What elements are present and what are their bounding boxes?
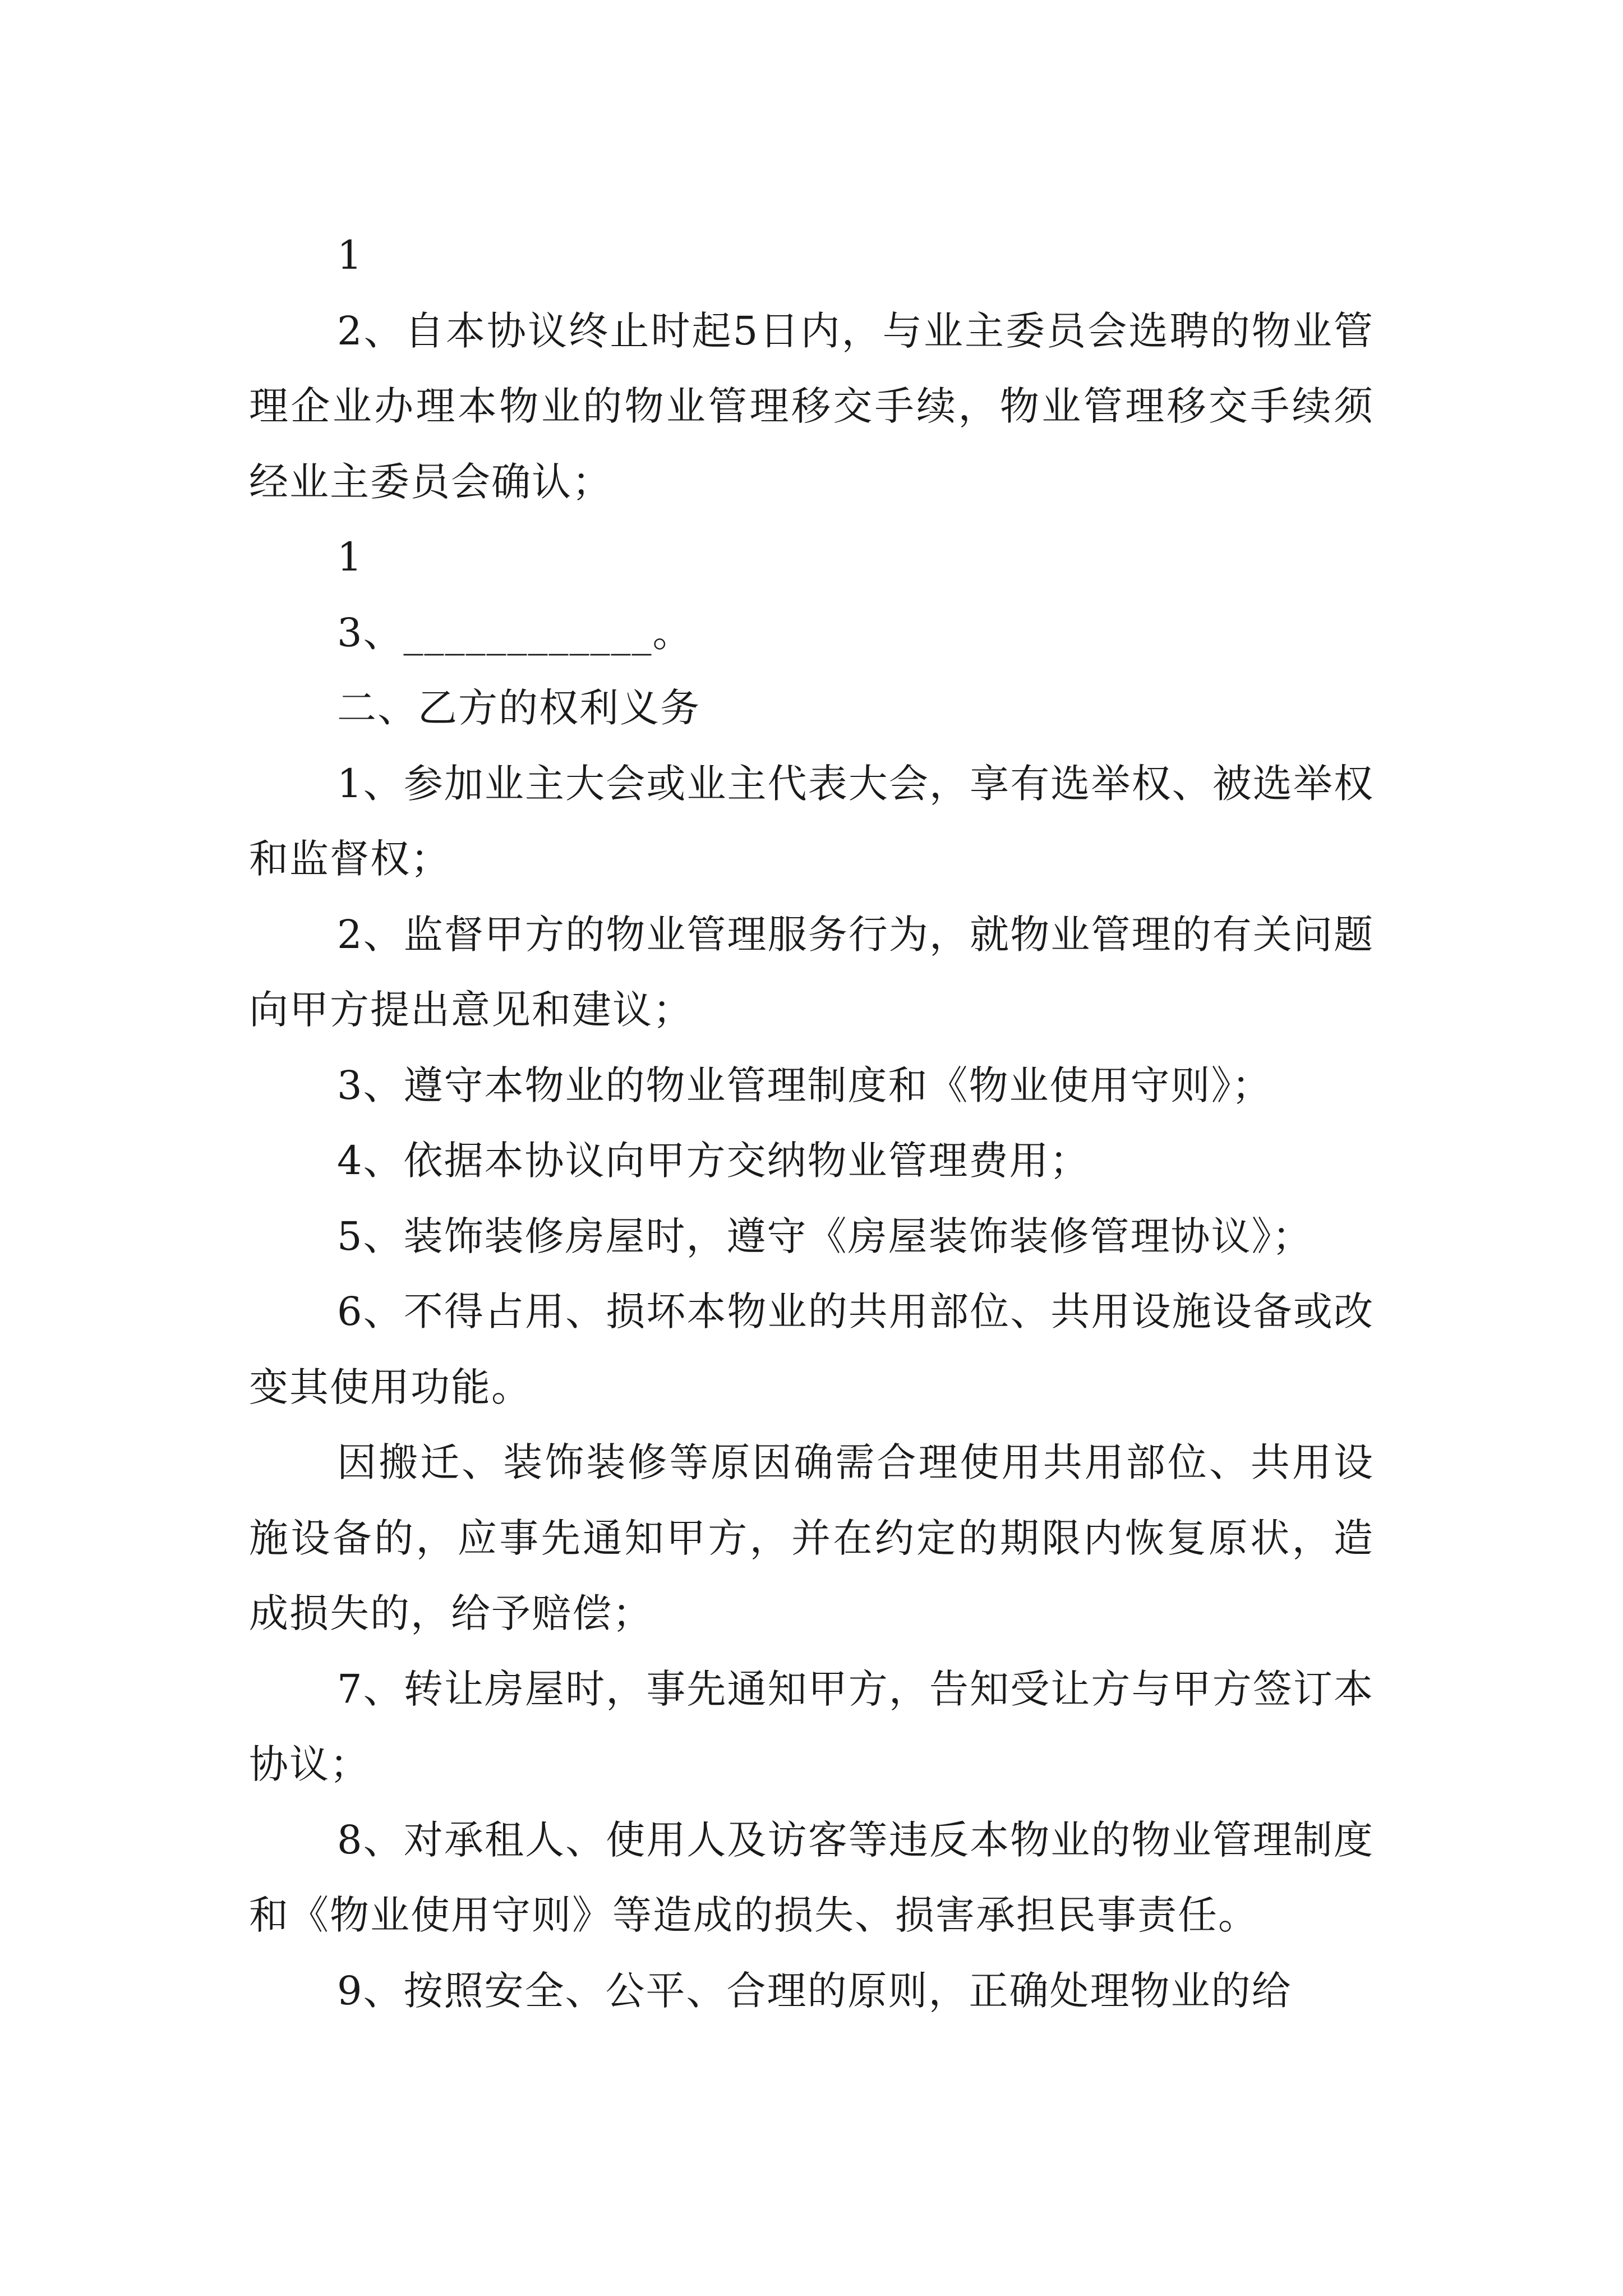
clause-paragraph: 8、对承租人、使用人及访客等违反本物业的物业管理制度和《物业使用守则》等造成的损失、损害承担民事责任。: [249, 1816, 1374, 1938]
clause-paragraph: 5、装饰装修房屋时，遵守《房屋装饰装修管理协议》；: [337, 1213, 1313, 1259]
clause-paragraph: 9、按照安全、公平、合理的原则，正确处理物业的给: [337, 1967, 1292, 2014]
document-body: [249, 218, 1374, 2028]
page-number-marker: 1: [337, 534, 363, 580]
clause-paragraph: 6、不得占用、损坏本物业的共用部位、共用设施设备或改变其使用功能。: [249, 1289, 1374, 1410]
section-heading: 二、乙方的权利义务: [337, 685, 700, 731]
clause-paragraph: 2、监督甲方的物业管理服务行为，就物业管理的有关问题向甲方提出意见和建议；: [249, 911, 1374, 1033]
clause-paragraph: 1、参加业主大会或业主代表大会，享有选举权、被选举权和监督权；: [249, 760, 1374, 882]
clause-paragraph: 4、依据本协议向甲方交纳物业管理费用；: [337, 1138, 1090, 1184]
clause-paragraph: 3、____________。: [337, 609, 693, 656]
clause-paragraph: 2、自本协议终止时起5日内，与业主委员会选聘的物业管理企业办理本物业的物业管理移交手续，物业管理移交手续须经业主委员会确认；: [249, 307, 1374, 505]
clause-paragraph: 因搬迁、装饰装修等原因确需合理使用共用部位、共用设施设备的，应事先通知甲方，并在约定的期限内恢复原状，造成损失的，给予赔偿；: [249, 1439, 1374, 1636]
page-number-marker: 1: [337, 232, 363, 278]
clause-paragraph: 7、转让房屋时，事先通知甲方，告知受让方与甲方签订本协议；: [249, 1665, 1374, 1787]
clause-paragraph: 3、遵守本物业的物业管理制度和《物业使用守则》；: [337, 1062, 1272, 1108]
